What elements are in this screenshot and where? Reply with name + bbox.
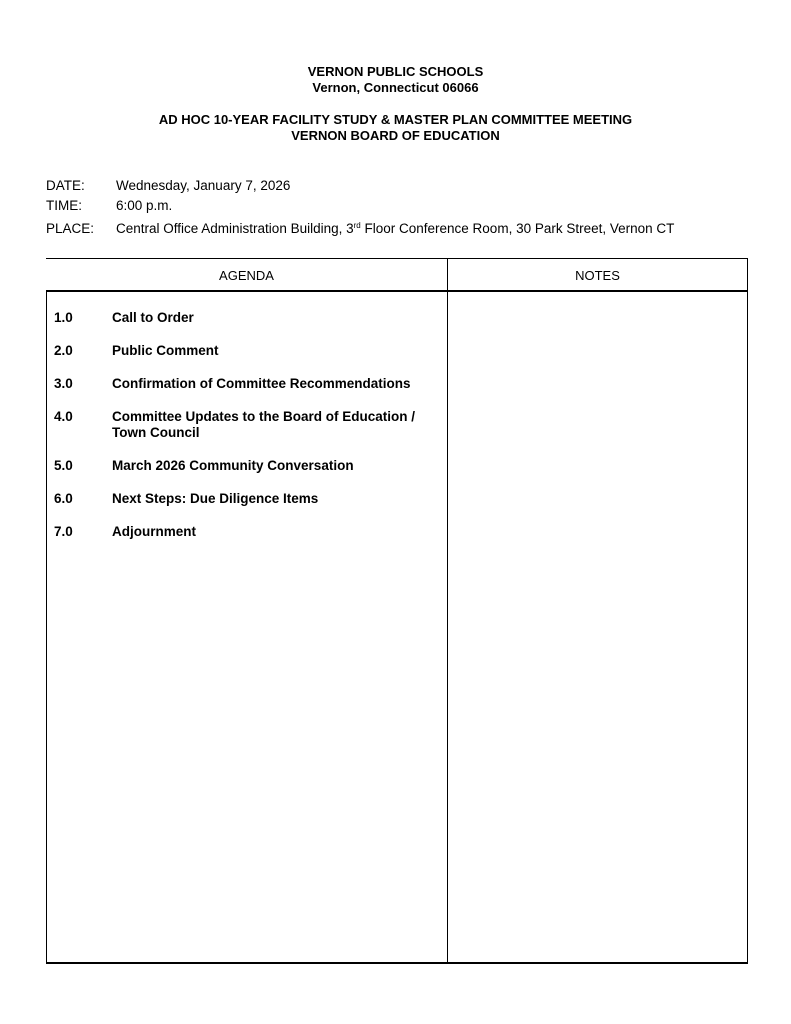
school-location: Vernon, Connecticut 06066 bbox=[312, 80, 479, 95]
place-ordinal: rd bbox=[353, 221, 361, 230]
agenda-item-text: Confirmation of Committee Recommendations bbox=[112, 376, 411, 391]
table-left-border bbox=[46, 292, 47, 964]
agenda-item-text: Next Steps: Due Diligence Items bbox=[112, 491, 319, 506]
agenda-item-number: 3.0 bbox=[54, 376, 73, 391]
date-label: DATE: bbox=[46, 178, 85, 193]
notes-column-header: NOTES bbox=[575, 268, 620, 283]
agenda-item bbox=[54, 458, 444, 474]
time-label: TIME: bbox=[46, 198, 82, 213]
meeting-place bbox=[46, 216, 674, 239]
agenda-item bbox=[54, 524, 444, 540]
table-right-border bbox=[747, 258, 748, 964]
agenda-item-text: Adjournment bbox=[112, 524, 196, 539]
school-name: VERNON PUBLIC SCHOOLS bbox=[307, 64, 484, 79]
agenda-item-text: Public Comment bbox=[112, 343, 219, 358]
place-prefix: Central Office Administration Building, 3 bbox=[116, 221, 354, 236]
agenda-item-number: 1.0 bbox=[54, 310, 73, 325]
agenda-item bbox=[54, 343, 444, 359]
agenda-item-text: Call to Order bbox=[112, 310, 194, 325]
agenda-item bbox=[54, 409, 444, 441]
table-top-rule bbox=[46, 258, 748, 259]
agenda-table bbox=[46, 258, 748, 964]
place-label: PLACE: bbox=[46, 221, 95, 236]
meeting-time bbox=[46, 196, 172, 216]
agenda-item-number: 5.0 bbox=[54, 458, 73, 473]
agenda-item-number: 6.0 bbox=[54, 491, 73, 506]
board-name: VERNON BOARD OF EDUCATION bbox=[291, 128, 500, 143]
agenda-items bbox=[54, 310, 444, 557]
agenda-column-header: AGENDA bbox=[219, 268, 274, 283]
agenda-item-text: Committee Updates to the Board of Education / Town Council bbox=[112, 409, 416, 440]
table-header-rule bbox=[46, 290, 748, 292]
time-value: 6:00 p.m. bbox=[116, 198, 173, 213]
agenda-item-text: March 2026 Community Conversation bbox=[112, 458, 354, 473]
meeting-title: AD HOC 10-YEAR FACILITY STUDY & MASTER PLAN COMMITTEE MEETING bbox=[158, 112, 633, 127]
table-column-divider bbox=[447, 258, 448, 964]
agenda-item-number: 7.0 bbox=[54, 524, 73, 539]
agenda-item bbox=[54, 491, 444, 507]
agenda-item bbox=[54, 376, 444, 392]
agenda-item bbox=[54, 310, 444, 326]
meeting-date bbox=[46, 176, 290, 196]
place-suffix: Floor Conference Room, 30 Park Street, Vernon CT bbox=[360, 221, 675, 236]
agenda-item-number: 2.0 bbox=[54, 343, 73, 358]
agenda-item-number: 4.0 bbox=[54, 409, 73, 424]
table-bottom-rule bbox=[46, 962, 748, 964]
date-value: Wednesday, January 7, 2026 bbox=[116, 178, 291, 193]
